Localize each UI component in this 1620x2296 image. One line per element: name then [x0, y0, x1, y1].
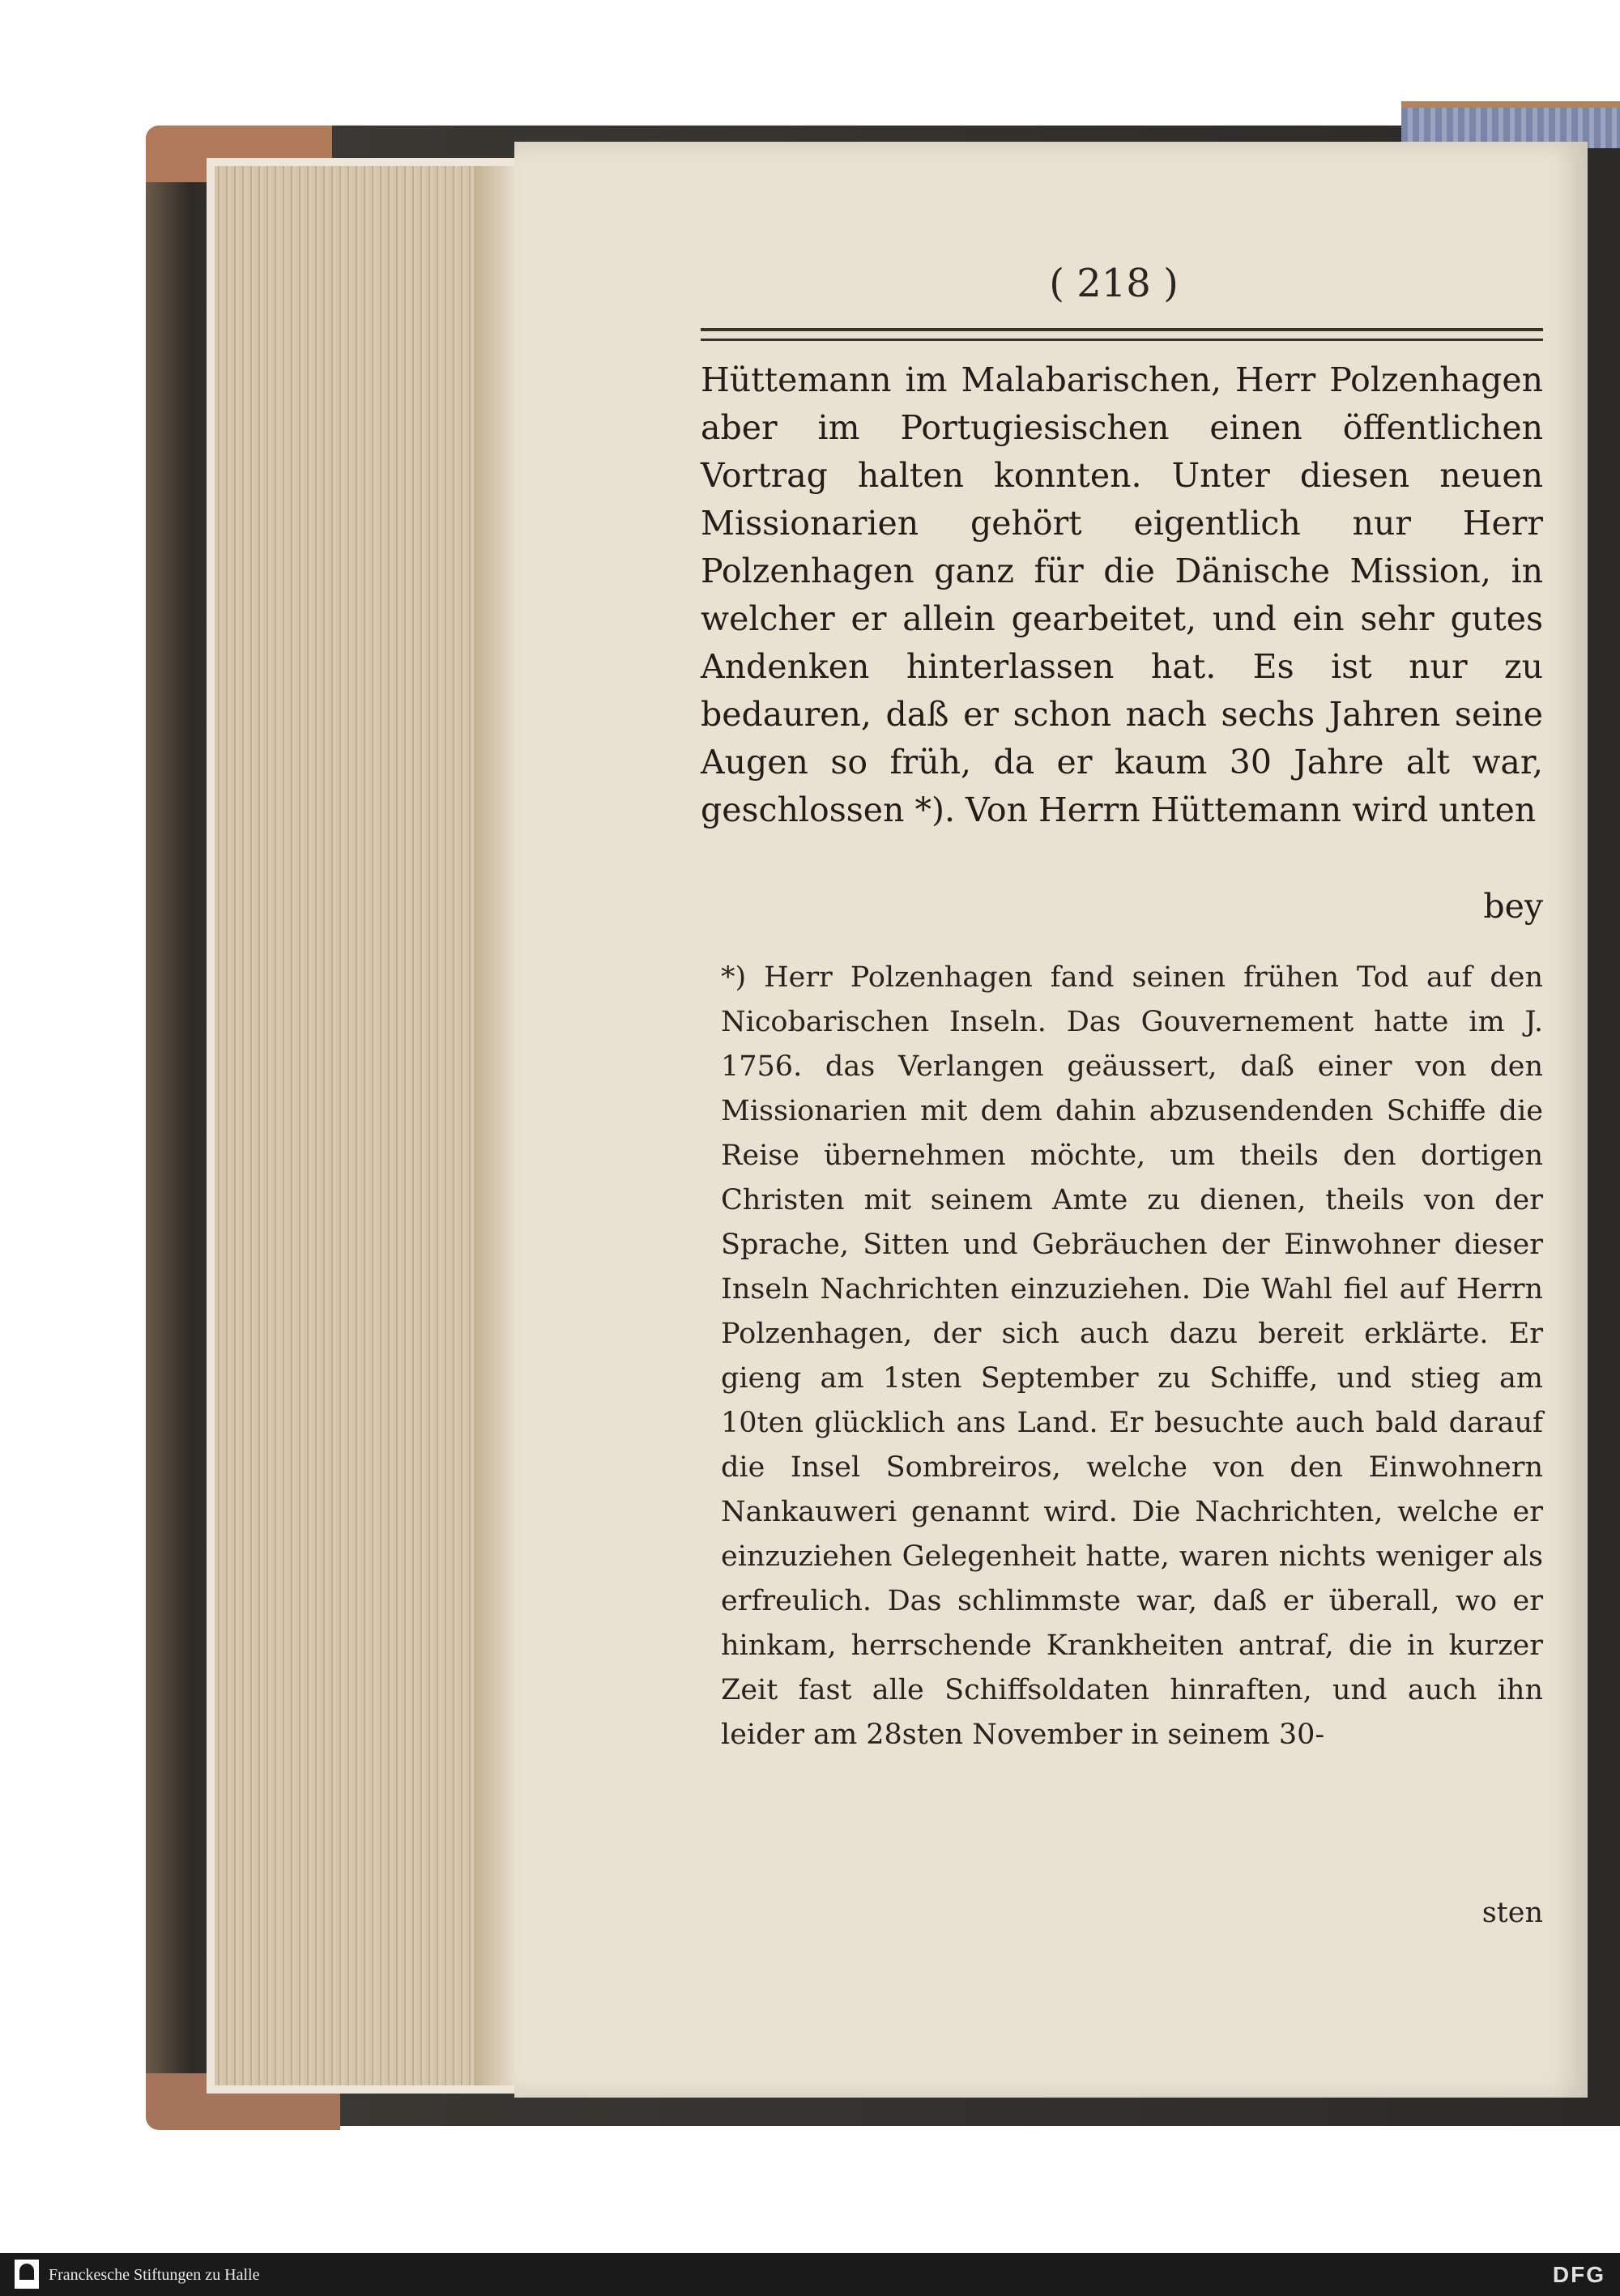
main-text: Hüttemann im Malabarischen, Herr Polzenhagen aber im Portugiesischen einen öffentlichen Vortrag halten konnten. Unter diesen neuen Missionarien gehört eigentlich nur Herr Polzenhagen ganz für die Dänische Mission, in welcher er allein gearbeitet, und ein sehr gutes Andenken hinterlassen hat. Es ist nur zu bedauren, daß er schon nach sechs Jahren seine Augen so früh, da er kaum 30 Jahre alt war, geschlossen *). Von Herrn Hüttemann wird unten — [701, 360, 1543, 829]
catchword: bey — [1483, 887, 1543, 926]
header-rule — [701, 328, 1543, 331]
viewer-footer — [0, 2253, 1620, 2296]
footer-institution-label: Franckesche Stiftungen zu Halle — [49, 2266, 260, 2284]
header-rule-thin — [701, 339, 1543, 341]
page-fore-edge — [215, 166, 474, 2085]
logo-mark — [19, 2264, 34, 2280]
francke-foundation-logo-icon — [15, 2260, 39, 2289]
page-number: ( 218 ) — [1049, 261, 1179, 306]
page-gutter — [474, 166, 514, 2085]
footnote: *) Herr Polzenhagen fand seinen frühen Tod auf den Nicobarischen Inseln. Das Gouvernement hatte im J. 1756. das Verlangen geäussert, daß einer von den Missionarien mit dem dahin abzusendenden Schiffe die Reise übernehmen möchte, um theils den dortigen Christen mit seinem Amte zu dienen, theils von der Sprache, Sitten und Gebräuchen der Einwohner dieser Inseln Nachrichten einzuziehen. Die Wahl fiel auf Herrn Polzenhagen, der sich auch dazu bereit erklärte. Er gieng am 1sten September zu Schiffe, und stieg am 10ten glücklich ans Land. Er besuchte auch bald darauf die Insel Sombreiros, welche von den Einwohnern Nankauweri genannt wird. Die Nachrichten, welche er einzuziehen Gelegenheit hatte, waren nichts weniger als erfreulich. Das schlimmste war, daß er überall, wo er hinkam, herrschende Krankheiten antraf, die in kurzer Zeit fast alle Schiffsoldaten hinraften, und auch ihn leider am 28sten November in seinem 30- — [721, 961, 1543, 1751]
footnote-catchword: sten — [1481, 1897, 1543, 1929]
dfg-logo: DFG — [1552, 2262, 1605, 2287]
